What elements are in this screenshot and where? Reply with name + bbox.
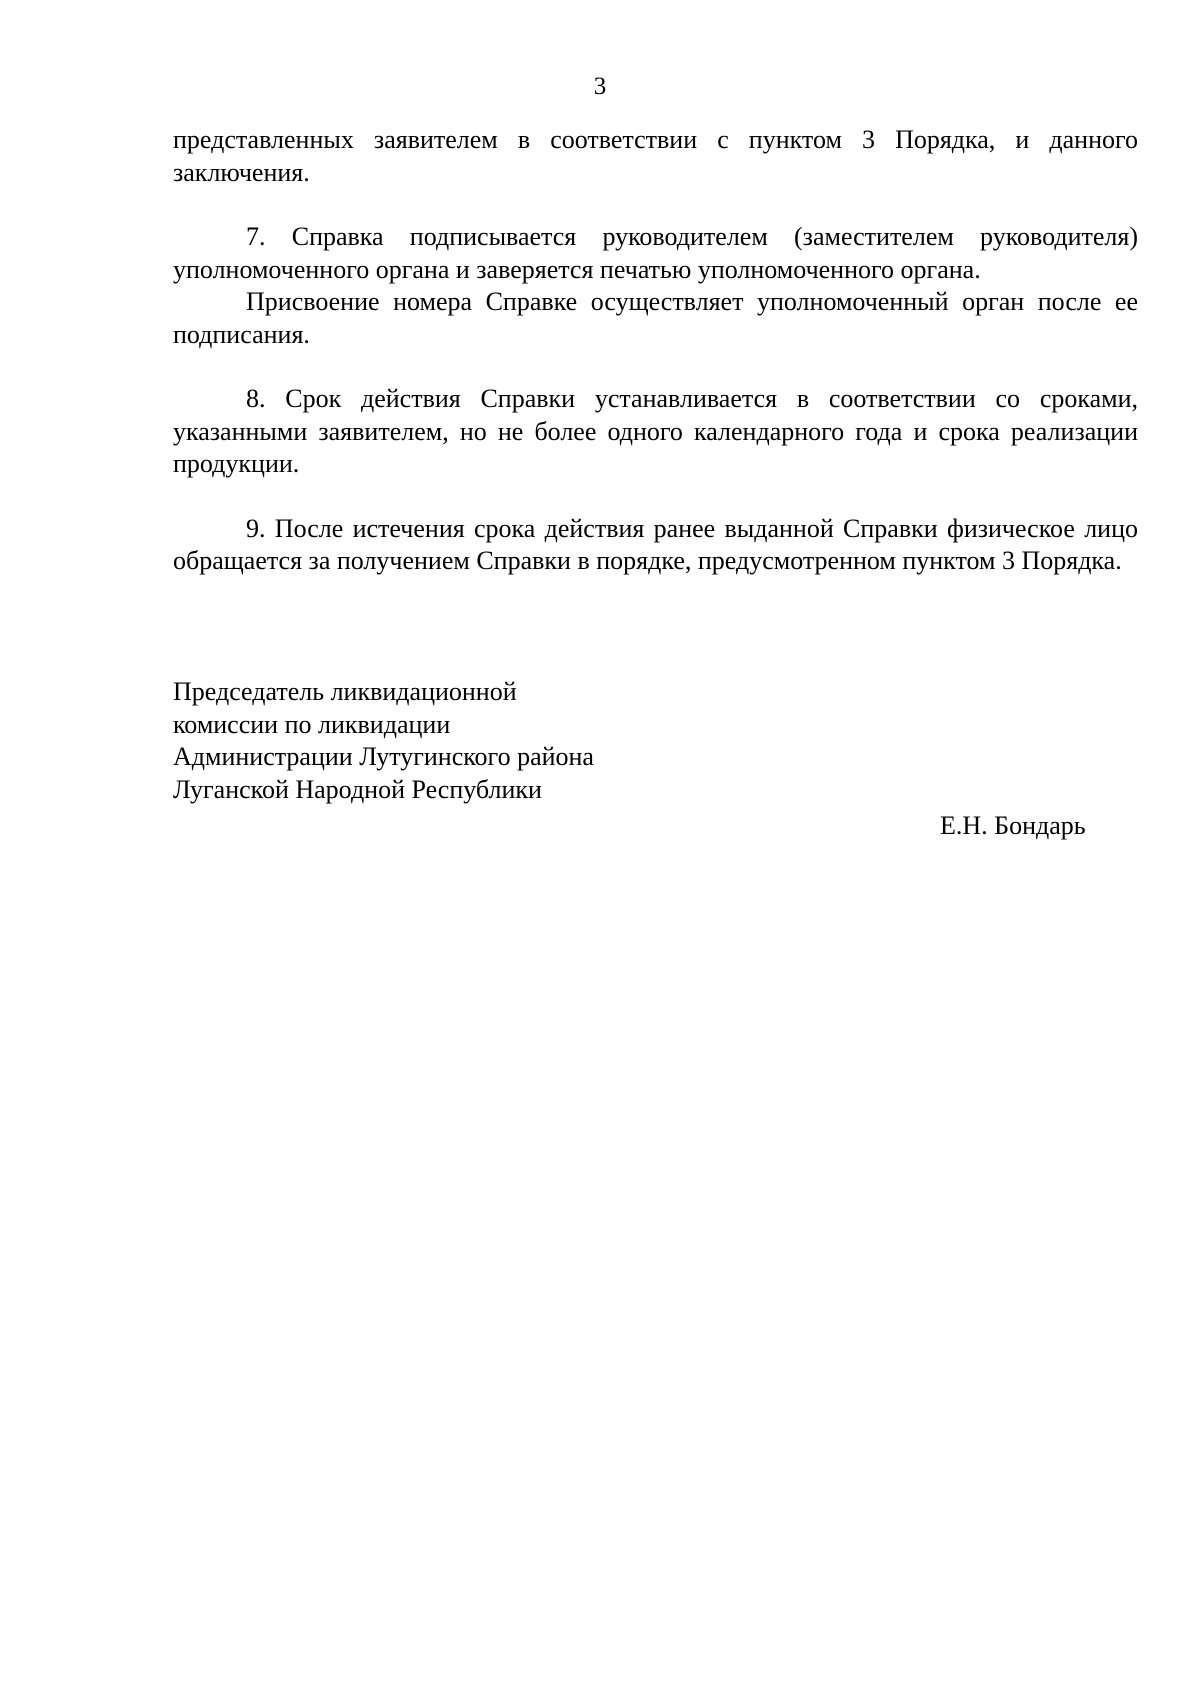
signer-position-line: комиссии по ликвидации: [173, 709, 451, 739]
paragraph-item-7: 7. Справка подписывается руководителем (заместителем руководителя) уполномоченного органа и заверяется печатью уполномоченного органа.: [173, 222, 1138, 284]
paragraph-continuation: представленных заявителем в соответствии с пунктом 3 Порядка, и данного заключения.: [173, 125, 1138, 187]
signer-position-line: Луганской Народной Республики: [173, 774, 542, 804]
page-number: 3: [593, 73, 607, 100]
paragraph-item-8: 8. Срок действия Справки устанавливается в соответствии со сроками, указанными заявителем, но не более одного календарного года и срока реализации продукции.: [173, 384, 1138, 478]
signer-position-line: Администрации Лутугинского района: [173, 742, 594, 771]
signature-block: [173, 676, 594, 806]
signer-position-line: Председатель ликвидационной: [173, 677, 517, 706]
paragraph-item-9: 9. После истечения срока действия ранее выданной Справки физическое лицо обращается за получением Справки в порядке, предусмотренном пунктом 3 Порядка.: [173, 513, 1138, 575]
document-body: [173, 124, 1138, 578]
signer-name: Е.Н. Бондарь: [940, 811, 1086, 840]
paragraph-item-7-numbering: Присвоение номера Справке осуществляет уполномоченный орган после ее подписания.: [173, 287, 1138, 349]
